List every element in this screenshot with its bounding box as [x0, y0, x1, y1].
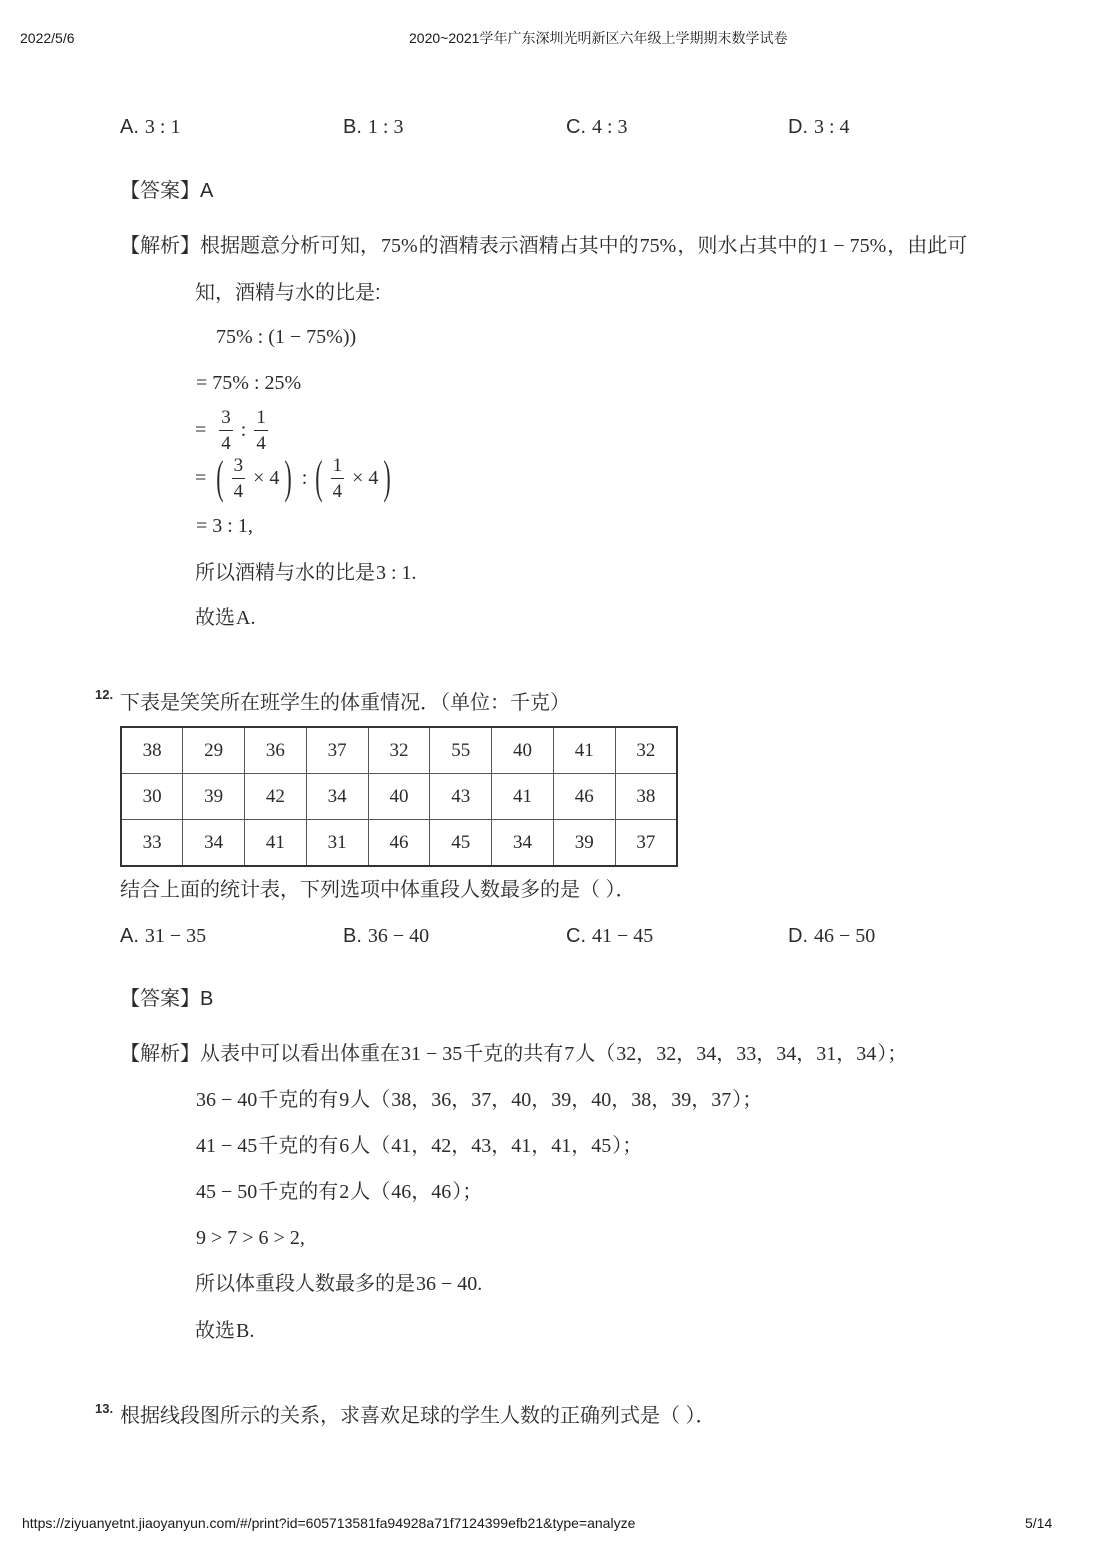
analysis-text: 从表中可以看出体重在 — [200, 1043, 400, 1065]
table-cell: 31 — [306, 820, 368, 867]
option-value: 3 : 1 — [144, 116, 181, 138]
answer-line — [120, 985, 213, 1013]
question-text: 结合上面的统计表，下列选项中体重段人数最多的是（ ）． — [120, 879, 636, 901]
math-expression: 7 — [564, 1043, 575, 1065]
analysis-text: 千克的有 — [258, 1135, 339, 1157]
math-expression: A. — [236, 607, 256, 629]
analysis-text: ）； — [877, 1043, 908, 1065]
analysis-line — [195, 1086, 762, 1114]
question-text: 根据线段图所示的关系，求喜欢足球的学生人数的正确列式是（ ）． — [120, 1405, 716, 1427]
analysis-text: 人（ — [350, 1181, 391, 1203]
fraction — [254, 408, 268, 453]
answer-value: B — [200, 988, 214, 1010]
option-value: 36 − 40 — [367, 925, 430, 947]
page-number: 5/14 — [1025, 1515, 1053, 1531]
table-cell: 55 — [430, 727, 492, 774]
table-cell: 33 — [121, 820, 183, 867]
solution-step — [215, 323, 357, 351]
answer-value: A — [200, 180, 214, 202]
analysis-text: 千克的共有 — [463, 1043, 564, 1065]
analysis-line — [120, 1040, 907, 1068]
analysis-text: 故选 — [195, 1320, 235, 1342]
option-a — [120, 113, 181, 141]
right-paren: ) — [383, 450, 391, 504]
option-letter: B. — [343, 116, 362, 138]
math-expression: B. — [236, 1320, 255, 1342]
option-value: 31 − 35 — [144, 925, 207, 947]
option-letter: A. — [120, 116, 139, 138]
table-cell: 46 — [368, 820, 430, 867]
option-d — [788, 113, 851, 141]
analysis-text: 根据题意分析可知， — [200, 235, 380, 257]
analysis-text: 所以酒精与水的比是 — [195, 562, 375, 584]
table-cell: 38 — [121, 727, 183, 774]
table-cell: 32 — [615, 727, 677, 774]
table-cell: 45 — [430, 820, 492, 867]
analysis-line — [195, 1317, 255, 1345]
option-b — [343, 113, 404, 141]
solution-step — [195, 450, 391, 504]
answer-line — [120, 177, 213, 205]
option-b — [343, 922, 430, 950]
right-paren: ) — [284, 450, 292, 504]
analysis-text: 故选 — [195, 607, 235, 629]
fraction-denominator: 4 — [232, 478, 246, 501]
analysis-line — [195, 1132, 642, 1160]
table-cell: 36 — [245, 727, 307, 774]
math-expression: 36 − 40. — [416, 1273, 483, 1295]
option-letter: C. — [566, 116, 586, 138]
option-c — [566, 113, 629, 141]
option-letter: C. — [566, 925, 586, 947]
fraction-numerator: 1 — [256, 406, 266, 428]
analysis-line — [195, 604, 256, 632]
equals-sign: = — [195, 418, 207, 441]
ratio-colon: : — [301, 466, 308, 489]
math-expression: = 75% : 25% — [196, 372, 302, 394]
math-expression: 6 — [339, 1135, 350, 1157]
option-value: 1 : 3 — [367, 116, 404, 138]
option-letter: A. — [120, 925, 139, 947]
table-cell: 39 — [553, 820, 615, 867]
question-number: 12. — [95, 687, 114, 702]
option-letter: B. — [343, 925, 362, 947]
left-paren: ( — [216, 450, 224, 504]
analysis-text: 千克的有 — [258, 1181, 339, 1203]
document-title: 2020~2021学年广东深圳光明新区六年级上学期期末数学试卷 — [409, 30, 788, 46]
option-letter: D. — [788, 925, 808, 947]
option-value: 4 : 3 — [592, 116, 628, 138]
table-cell: 42 — [245, 774, 307, 820]
page-url: https://ziyuanyetnt.jiaoyanyun.com/#/print?id=605713581fa94928a71f7124399efb21&type=analyze — [22, 1515, 636, 1531]
analysis-text: 人（ — [350, 1135, 391, 1157]
math-expression: 75% — [381, 235, 418, 257]
equals-sign: = — [195, 466, 207, 489]
math-expression: 41 − 45 — [196, 1135, 258, 1157]
analysis-text: ）； — [732, 1089, 763, 1111]
analysis-text: 千克的有 — [258, 1089, 339, 1111]
table-cell: 41 — [492, 774, 554, 820]
analysis-line — [195, 1224, 306, 1252]
table-cell: 39 — [183, 774, 245, 820]
table-cell: 41 — [553, 727, 615, 774]
analysis-text: ，则水占其中的 — [677, 235, 818, 257]
number-list: 32，32，34，33，34，31，34 — [616, 1043, 877, 1065]
math-expression: 9 > 7 > 6 > 2, — [196, 1227, 305, 1249]
math-expression: 9 — [339, 1089, 350, 1111]
table-row — [121, 774, 677, 820]
analysis-line — [195, 559, 418, 587]
number-list: 46，46 — [391, 1181, 452, 1203]
option-value: 41 − 45 — [592, 925, 654, 947]
question-text: 下表是笑笑所在班学生的体重情况．（单位：千克） — [120, 692, 570, 714]
fraction-denominator: 4 — [331, 478, 345, 501]
math-expression: 1 − 75% — [818, 235, 887, 257]
table-cell: 30 — [121, 774, 183, 820]
table-cell: 34 — [306, 774, 368, 820]
analysis-text: ，由此可 — [887, 235, 968, 257]
solution-step — [195, 369, 302, 397]
table-cell: 40 — [492, 727, 554, 774]
analysis-label: 【解析】 — [120, 1043, 200, 1065]
fraction — [232, 456, 246, 501]
math-expression: 75% — [639, 235, 677, 257]
analysis-text: ）； — [612, 1135, 643, 1157]
math-expression: 75% : (1 − 75%)) — [216, 326, 357, 348]
analysis-line — [195, 279, 381, 307]
table-cell: 37 — [306, 727, 368, 774]
math-expression: 2 — [339, 1181, 350, 1203]
analysis-text: 知，酒精与水的比是: — [195, 282, 381, 304]
math-expression: 3 : 1. — [376, 562, 417, 584]
analysis-text: 所以体重段人数最多的是 — [195, 1273, 415, 1295]
option-c — [566, 922, 654, 950]
analysis-text: ）； — [452, 1181, 483, 1203]
option-value: 3 : 4 — [814, 116, 850, 138]
table-cell: 37 — [615, 820, 677, 867]
answer-label: 【答案】 — [120, 988, 200, 1010]
table-row — [121, 727, 677, 774]
number-list: 38，36，37，40，39，40，38，39，37 — [391, 1089, 732, 1111]
analysis-text: 的酒精表示酒精占其中的 — [418, 235, 639, 257]
fraction-denominator: 4 — [254, 430, 268, 453]
table-cell: 40 — [368, 774, 430, 820]
table-cell: 34 — [183, 820, 245, 867]
fraction — [331, 456, 345, 501]
fraction — [219, 408, 233, 453]
analysis-line — [120, 232, 967, 260]
print-date: 2022/5/6 — [20, 30, 75, 46]
table-cell: 38 — [615, 774, 677, 820]
math-expression: 31 − 35 — [401, 1043, 463, 1065]
ratio-colon: : — [240, 418, 247, 441]
table-cell: 34 — [492, 820, 554, 867]
analysis-text: 人（ — [350, 1089, 391, 1111]
question-stem — [120, 1402, 716, 1430]
left-paren: ( — [315, 450, 323, 504]
analysis-line — [195, 1270, 483, 1298]
analysis-text: 人（ — [575, 1043, 616, 1065]
fraction-denominator: 4 — [219, 430, 233, 453]
table-cell: 29 — [183, 727, 245, 774]
solution-step — [195, 512, 254, 540]
question-prompt — [120, 876, 636, 904]
number-list: 41，42，43，41，41，45 — [391, 1135, 612, 1157]
answer-label: 【答案】 — [120, 180, 200, 202]
weight-table — [120, 726, 678, 867]
table-cell: 32 — [368, 727, 430, 774]
fraction-numerator: 3 — [233, 454, 244, 476]
option-a — [120, 922, 207, 950]
table-cell: 46 — [553, 774, 615, 820]
math-expression: 36 − 40 — [196, 1089, 258, 1111]
table-row — [121, 820, 677, 867]
times-term: × 4 — [352, 466, 379, 489]
option-letter: D. — [788, 116, 808, 138]
times-term: × 4 — [253, 466, 280, 489]
fraction-numerator: 3 — [221, 406, 231, 428]
question-number: 13. — [95, 1401, 114, 1416]
option-value: 46 − 50 — [814, 925, 876, 947]
fraction-numerator: 1 — [332, 454, 343, 476]
table-body — [121, 727, 677, 866]
table-cell: 43 — [430, 774, 492, 820]
math-expression: 45 − 50 — [196, 1181, 258, 1203]
question-stem — [120, 689, 570, 717]
table-cell: 41 — [245, 820, 307, 867]
math-expression: = 3 : 1, — [196, 515, 253, 537]
analysis-label: 【解析】 — [120, 235, 200, 257]
option-d — [788, 922, 876, 950]
solution-step — [195, 405, 268, 455]
analysis-line — [195, 1178, 482, 1206]
